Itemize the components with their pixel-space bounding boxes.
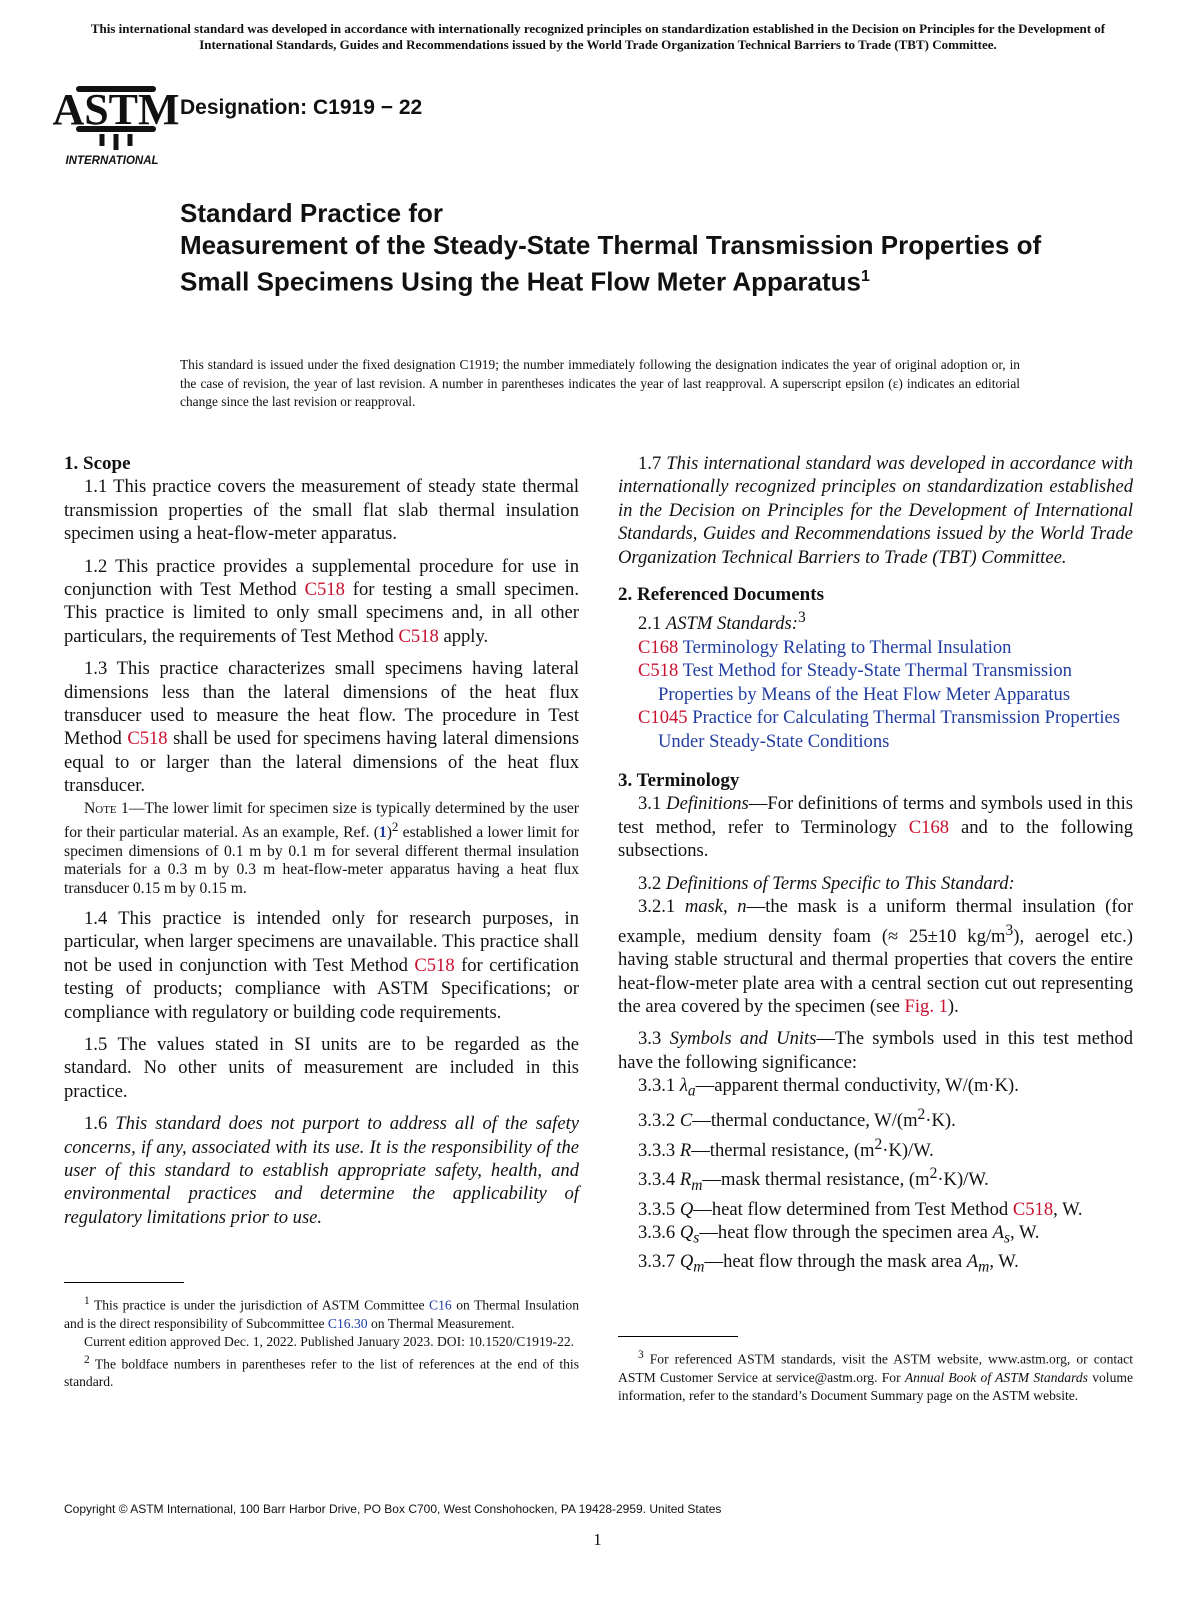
- para-1-1: 1.1 This practice covers the measurement of steady state thermal transmission properties of the small flat slab thermal insulation specimen using a heat-flow-meter apparatus.: [64, 476, 579, 545]
- document-title: [180, 197, 1080, 298]
- link-c518[interactable]: C518: [414, 954, 455, 976]
- footnote-rule-right: [618, 1336, 738, 1337]
- link-c16[interactable]: C16: [429, 1297, 452, 1313]
- link-ref-1[interactable]: 1: [378, 824, 387, 842]
- link-c168[interactable]: C168: [908, 816, 950, 838]
- section-3-heading: 3. Terminology: [618, 770, 740, 792]
- right-column: [618, 452, 1133, 1279]
- footnote-rule-left: [64, 1282, 184, 1283]
- para-3-2: 3.2 Definitions of Terms Specific to This Standard:: [638, 872, 1015, 894]
- link-c16-30[interactable]: C16.30: [327, 1315, 368, 1331]
- para-3-2-1: 3.2.1 mask, n—the mask is a uniform thermal insulation (for example, medium density foam (≈ 25±10 $kg/m^3$), aerogel etc.) having stable structural and thermal properties that covers the entire heat-flow-meter plate area with a central section cut out representing the area covered by the specimen (see Fig. 1).: [618, 896, 1134, 1017]
- para-1-6: 1.6 This standard does not purport to address all of the safety concerns, if any, associated with its use. It is the responsibility of the user of this standard to establish appropriate safety, health, and environmental practices and determine the applicability of regulatory limitations prior to use.: [64, 1113, 579, 1228]
- section-1-heading: 1. Scope: [64, 453, 131, 474]
- symbol-3-3-3: 3.3.3 R—thermal resistance, $(m^2\cdot K)/W$.: [638, 1135, 934, 1162]
- logo-international: INTERNATIONAL: [65, 155, 159, 167]
- section-2-heading: 2. Referenced Documents: [618, 584, 824, 606]
- left-column: [64, 452, 579, 1229]
- note-1: Note 1—The lower limit for specimen size is typically determined by the user for their particular material. As an example, Ref. $(1)^2$ established a lower limit for specimen dimensions of 0.1 m by 0.1 m for several different thermal insulation materials for a 0.3 m by 0.3 m heat-flow-meter apparatus having a heat flux transducer 0.15 m by 0.15 m.: [64, 799, 579, 897]
- para-3-1: 3.1 Definitions—For definitions of terms and symbols used in this test method, refer to Terminology C168 and to the following subsections.: [618, 793, 1133, 862]
- footnote-1-edition: Current edition approved Dec. 1, 2022. Published January 2023. DOI: 10.1520/C1919-22.: [84, 1333, 575, 1349]
- link-fig-1[interactable]: Fig. 1: [904, 995, 948, 1017]
- astm-logo-icon: [52, 68, 180, 167]
- symbol-3-3-5: 3.3.5 Q—heat flow determined from Test Method C518, W.: [638, 1198, 1083, 1220]
- link-c518[interactable]: C518: [1012, 1198, 1054, 1220]
- footnote-3: $^3$ For referenced ASTM standards, visit the ASTM website, www.astm.org, or contact ASTM Customer Service at service@astm.org. For Annual Book of ASTM Standards volume information, refer to the standard’s Document Summary page on the ASTM website.: [618, 1349, 1133, 1403]
- symbol-3-3-2: 3.3.2 C—thermal conductance, $W/(m^2\cdot K)$.: [638, 1106, 956, 1132]
- designation: Designation: C1919 − 22: [180, 96, 423, 119]
- footnote-2: $^2$ The boldface numbers in parentheses refer to the list of references at the end of this standard.: [64, 1353, 579, 1390]
- footnotes-right: [618, 1346, 1133, 1405]
- symbol-3-3-7: 3.3.7 $Q_m—heat$ flow through the mask area $A_m$, W.: [638, 1251, 1019, 1276]
- ref-c518[interactable]: C518 Test Method for Steady-State Thermal Transmission Properties by Means of the Heat Flow Meter Apparatus: [638, 660, 1072, 705]
- para-1-3: 1.3 This practice characterizes small specimens having lateral dimensions less than the lateral dimensions of the heat flux transducer used to measure the heat flow. The procedure in Test Method C518 shall be used for specimens having lateral dimensions equal to or larger than the lateral dimensions of the heat flux transducer.: [64, 658, 579, 797]
- link-c518[interactable]: C518: [304, 579, 345, 601]
- para-2-1: 2.1 ASTM Standards:$^3$: [638, 609, 806, 635]
- title-footnote-mark: 1: [860, 268, 870, 285]
- para-3-3: 3.3 Symbols and Units—The symbols used in this test method have the following significance:: [618, 1028, 1134, 1073]
- symbol-3-3-6: 3.3.6 $Q_s—heat$ flow through the specimen area $A_s$, W.: [638, 1222, 1040, 1247]
- title-line1: Standard Practice for: [180, 198, 443, 228]
- footnotes-left: [64, 1292, 579, 1391]
- page-number: 1: [593, 1530, 602, 1549]
- para-1-2: 1.2 This practice provides a supplemental procedure for use in conjunction with Test Method C518 for testing a small specimen. This practice is limited to only small specimens and, in all other particulars, the requirements of Test Method C518 apply.: [64, 555, 580, 647]
- issued-note: This standard is issued under the fixed designation C1919; the number immediately following the designation indicates the year of original adoption or, in the case of revision, the year of last revision. A number in parentheses indicates the year of last reapproval. A superscript epsilon (ε) indicates an editorial change since the last revision or reapproval.: [180, 357, 1020, 409]
- link-c518[interactable]: C518: [398, 625, 439, 647]
- copyright: Copyright © ASTM International, 100 Barr Harbor Drive, PO Box C700, West Conshohocken, PA 19428-2959. United States: [64, 1502, 722, 1516]
- title-main-text: Measurement of the Steady-State Thermal Transmission Properties of Small Specimens Using the Heat Flow Meter Apparatus: [180, 230, 1042, 297]
- footnote-1: $^1$ This practice is under the jurisdiction of ASTM Committee C16 on Thermal Insulation and is the direct responsibility of Subcommittee C16.30 on Thermal Measurement.: [64, 1295, 579, 1331]
- astm-logo: [52, 68, 180, 167]
- ref-c168[interactable]: C168 Terminology Relating to Thermal Insulation: [638, 637, 1012, 659]
- logo-letters: ASTM: [52, 85, 180, 134]
- link-c518[interactable]: C518: [127, 728, 168, 750]
- title-main: [180, 229, 1080, 298]
- para-1-4: 1.4 This practice is intended only for research purposes, in particular, when larger specimens are unavailable. This practice shall not be used in conjunction with Test Method C518 for certification testing of products; compliance with ASTM Specifications; or compliance with regulatory or building code requirements.: [64, 907, 579, 1023]
- ref-c1045[interactable]: C1045 Practice for Calculating Thermal Transmission Properties Under Steady-State Conditions: [638, 707, 1120, 752]
- symbol-3-3-4: 3.3.4 $R_m—mask$ thermal resistance, $(m^2\cdot K)/W$.: [638, 1165, 989, 1195]
- tbt-notice: This international standard was developed in accordance with internationally recognized principles on standardization established in the Decision on Principles for the Development of International Standards, Guides and Recommendations issued by the World Trade Organization Technical Barriers to Trade (TBT) Committee.: [90, 21, 1106, 52]
- para-1-5: 1.5 The values stated in SI units are to be regarded as the standard. No other units of measurement are included in this practice.: [64, 1033, 579, 1102]
- para-1-7: 1.7 This international standard was developed in accordance with internationally recognized principles on standardization established in the Decision on Principles for the Development of International Standards, Guides and Recommendations issued by the World Trade Organization Technical Barriers to Trade (TBT) Committee.: [618, 453, 1134, 568]
- symbol-3-3-1: 3.3.1 $\lambda_a—apparent$ thermal conductivity, W/(m·K).: [638, 1075, 1019, 1100]
